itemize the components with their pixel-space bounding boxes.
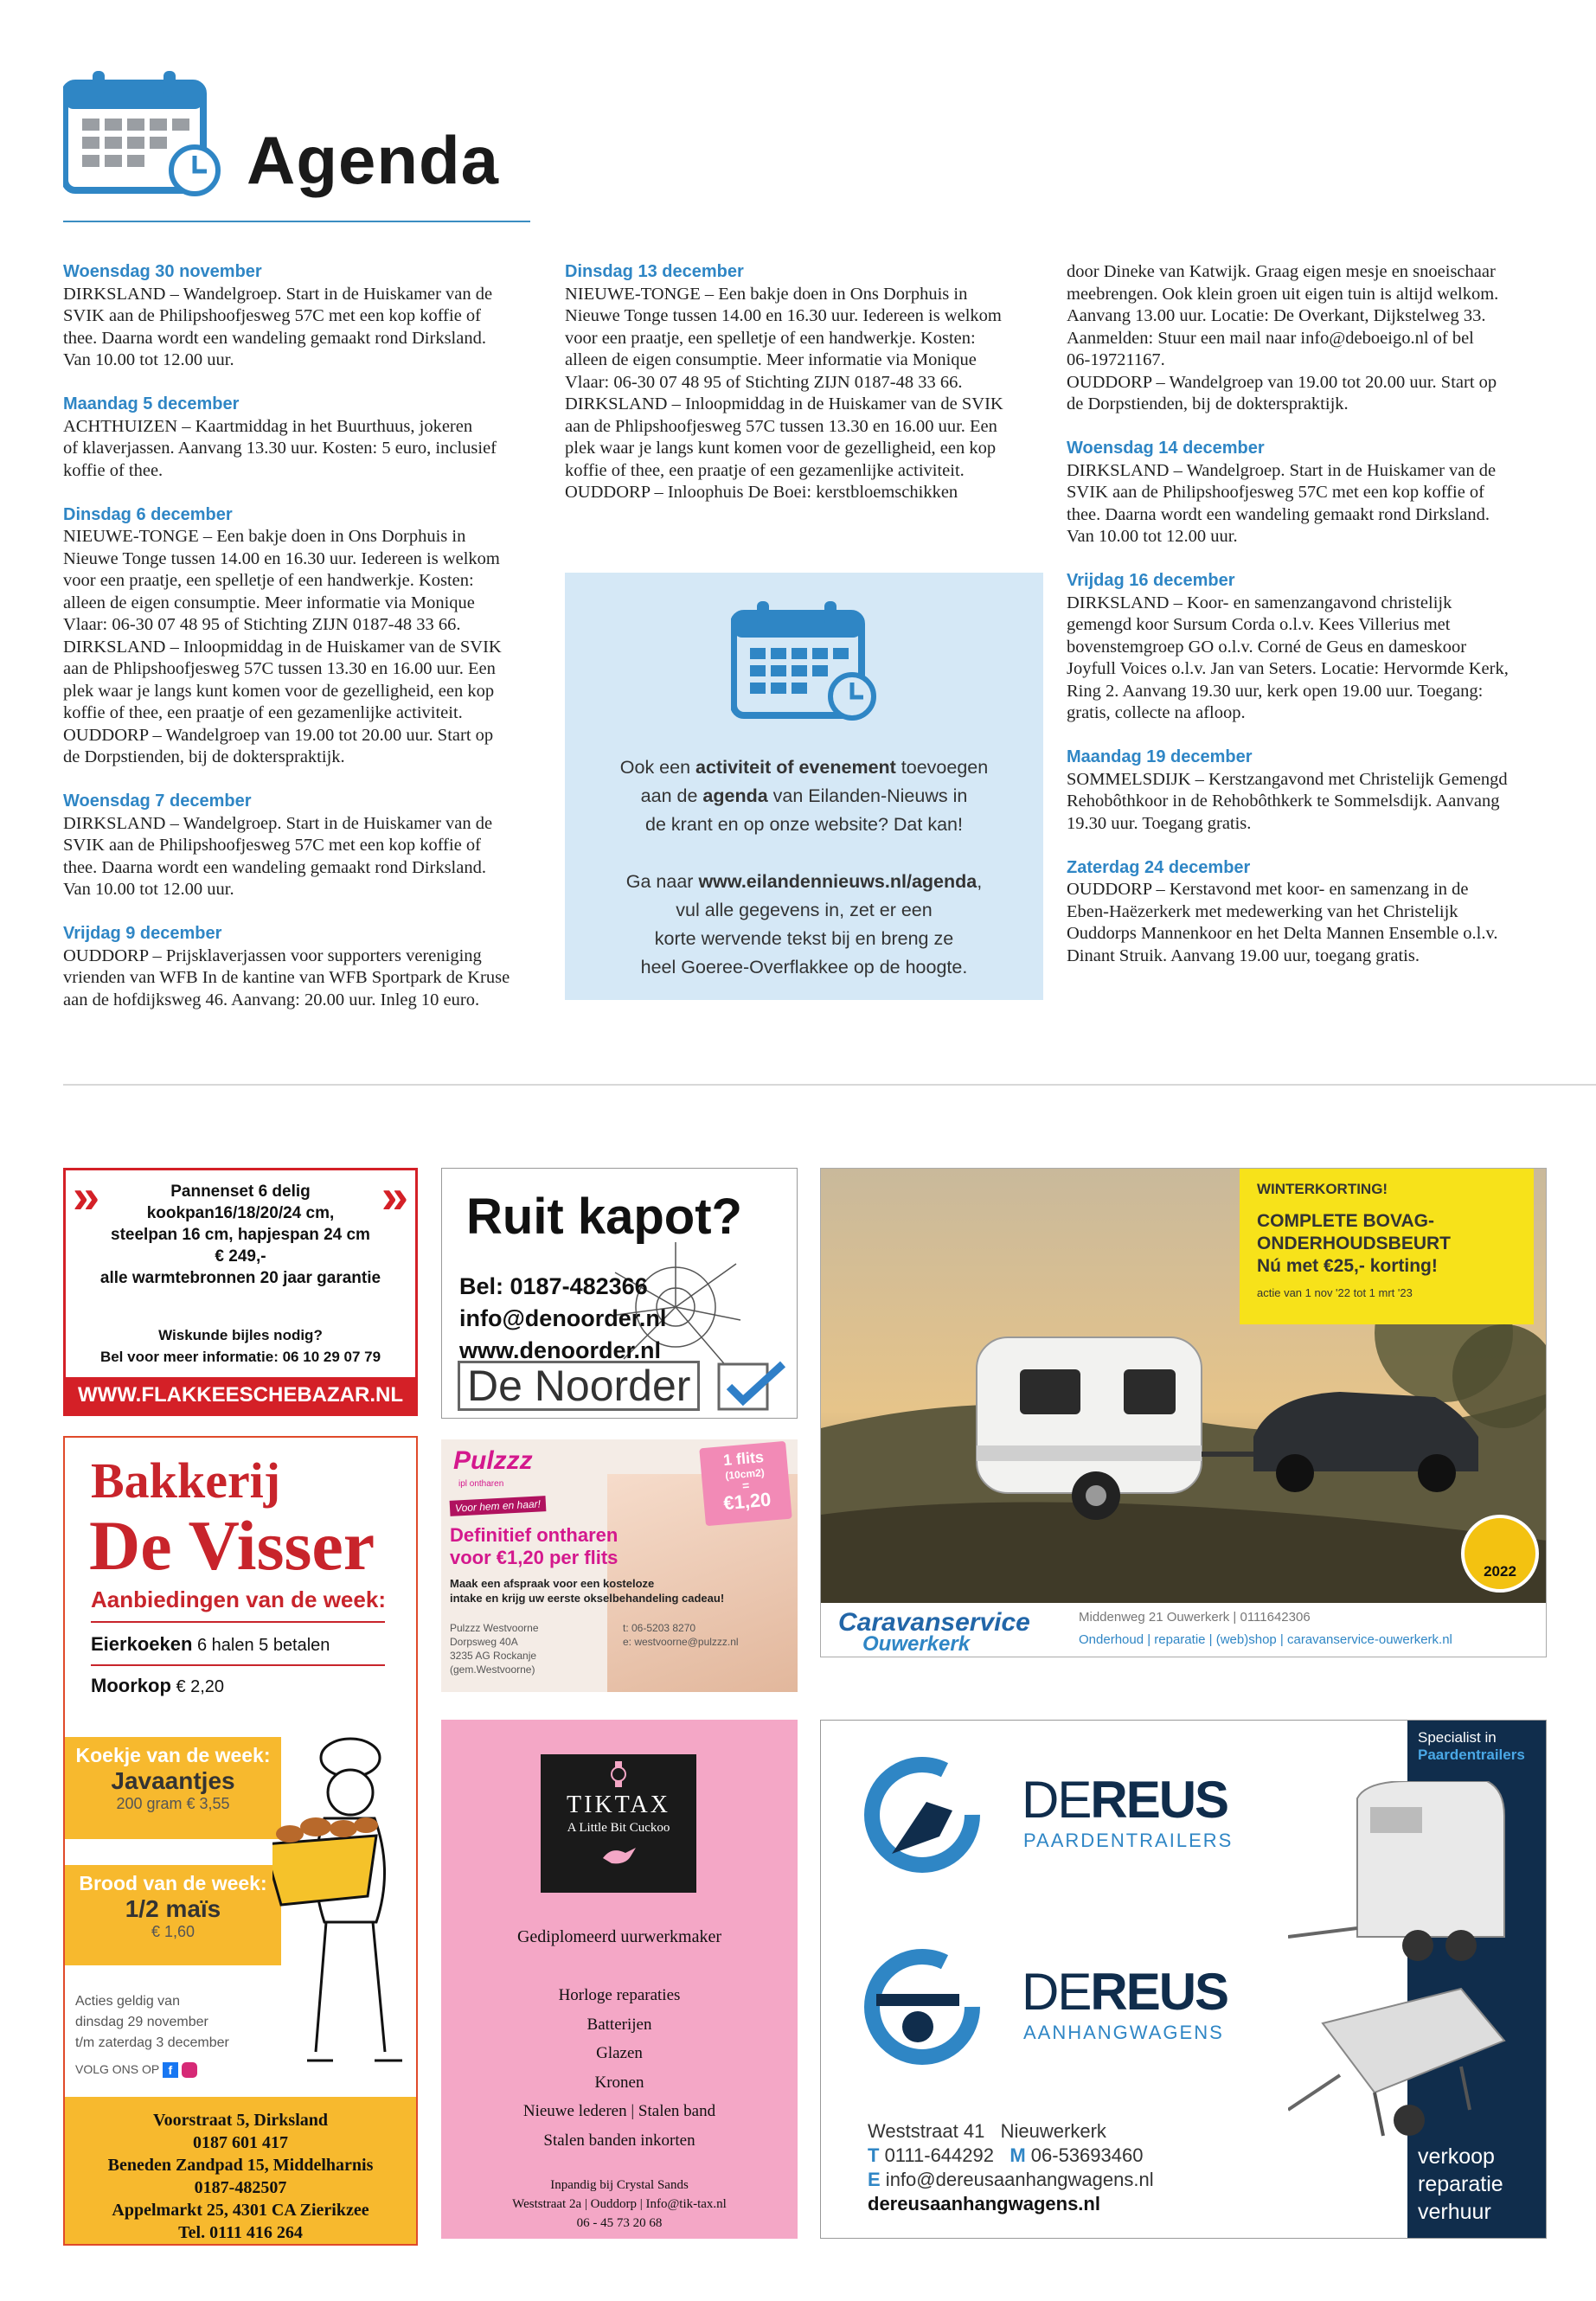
ad-pulzzz[interactable]: Pulzzz ipl ontharen Voor hem en haar! 1 flits (10cm2) = €1,20 Definitief ontharen voor €1,20 per flits Maak een afspraak voor een kosteloze intake en krijg uw eerste okselbehandeling cadeau! Pulzzz Westvoorne Dorpsweg 40A 3235 AG Rockanje (gem.Westvoorne) t: 06-5203 8270 e: westvoorne@pulzzz.nl — [441, 1439, 798, 1692]
agenda-item: Zaterdag 24 december OUDDORP – Kerstavond met koor- en samenzang in de Eben-Haëzerkerk met medewerking van het Christelijk Ouddorps Mannenkoor en het Delta Mannen Ensemble o.l.v. Dinant Struik. Aanvang 19.00 uur, toegang gratis. — [1067, 857, 1498, 965]
agenda-item: Dinsdag 6 december NIEUWE-TONGE – Een bakje doen in Ons Dorphuis in Nieuwe Tonge tussen 14.00 en 16.30 uur. Iedereen is welkom voor een praatje, een spelletje of een handwerkje. Kosten: alleen de eigen consumptie. Meer informatie via Monique Vlaar: 06-30 07 48 95 of Stichting ZIJN 0187-48 33 66. DIRKSLAND – Inloopmiddag in de Huiskamer van de SVIK aan de Phlipshoofjesweg 57C tussen 13.30 en 16.00 uur. Een plek waar je langs kunt komen voor de gezelligheid, een kop koffie of thee, een praatje of een gezamenlijke activiteit. OUDDORP – Wandelgroep van 19.00 tot 20.00 uur. Start op de Dorpstienden, bij de dokterspraktijk. — [63, 504, 502, 766]
offer-item: Eierkoeken 6 halen 5 betalen — [91, 1633, 330, 1655]
agenda-item: Maandag 5 december ACHTHUIZEN – Kaartmiddag in het Buurthuus, jokeren of klaverjassen. Aanvang 13.30 uur. Kosten: 5 euro, inclusief koffie of thee. — [63, 394, 497, 480]
caravan-footer: Caravanservice Ouwerkerk Middenweg 21 Ouwerkerk | 0111642306 Onderhoud | reparatie | (web)shop | caravanservice-ouwerkerk.nl — [821, 1603, 1547, 1657]
agenda-item: door Dineke van Katwijk. Graag eigen mesje en snoeischaar meebrengen. Ook klein groen uit eigen tuin is altijd welkom. Aanvang 13.00 uur. Locatie: De Overkant, Dijkstelweg 33. Aanmelden: Stuur een mail naar info@deboeigo.nl of bel 06-19721167. OUDDORP – Wandelgroep van 19.00 tot 20.00 uur. Start op de Dorpstienden, bij de dokterspraktijk. — [1067, 262, 1499, 413]
checkmark-icon — [717, 1361, 786, 1413]
title-rule — [63, 221, 530, 222]
agenda-link[interactable]: www.eilandennieuws.nl/agenda — [698, 871, 977, 892]
ad-bakkerij-de-visser[interactable]: Bakkerij De Visser Aanbiedingen van de week: Eierkoeken 6 halen 5 betalen Moorkop € 2,20 Koekje van de week: Javaantjes 200 gram € 3,55 Brood van de week: 1/2 maïs € 1,60 Acties geldig van dinsdag 29 november t/m zaterdag 3 december VOLG ONS OP f Voorstraat 5, Dirksland 0187 601 417 Beneden Zandpad 15, Middelharnis 0187-482507 Appelmarkt 25, 4301 CA Zierikzee Tel. 0111 416 264 — [63, 1436, 418, 2246]
bakery-addresses: Voorstraat 5, Dirksland 0187 601 417 Beneden Zandpad 15, Middelharnis 0187-482507 Appelmarkt 25, 4301 CA Zierikzee Tel. 0111 416 264 — [65, 2097, 416, 2246]
winter-discount-badge: WINTERKORTING! COMPLETE BOVAG- ONDERHOUDSBEURT Nú met €25,- korting! actie van 1 nov '22 tot 1 mrt '23 — [1240, 1169, 1534, 1324]
agenda-item: Vrijdag 9 december OUDDORP – Prijsklaverjassen voor supporters vereniging vrienden van WFB In de kantine van WFB Sportpark de Kruse aan de hofdijksweg 46. Aanvang: 20.00 uur. Inleg 10 euro. — [63, 924, 510, 1009]
bird-icon — [599, 1843, 638, 1868]
calendar-icon — [731, 601, 878, 722]
bazar-url[interactable]: WWW.FLAKKEESCHEBAZAR.NL — [66, 1377, 415, 1413]
trailer-photo — [1288, 1781, 1513, 2144]
ad-tiktax[interactable]: TIKTAX A Little Bit Cuckoo Gediplomeerd uurwerkmaker Horloge reparaties Batterijen Glazen Kronen Nieuwe lederen | Stalen band Stalen banden inkorten Inpandig bij Crystal Sands Weststraat 2a | Ouddorp | Info@tik-tax.nl 06 - 45 73 20 68 — [441, 1720, 798, 2239]
horse-trailer-logo-icon — [857, 1750, 987, 1880]
baker-illustration — [272, 1732, 415, 2078]
calendar-icon — [63, 71, 223, 196]
agenda-item: Woensdag 7 december DIRKSLAND – Wandelgroep. Start in de Huiskamer van de SVIK aan de Philipshoofjesweg 57C met een kop koffie of thee. Daarna wordt een wandeling gemaakt rond Dirksland. Van 10.00 tot 12.00 uur. — [63, 792, 493, 899]
dereus-side-panel: Specialist in Paardentrailers verkoop reparatie verhuur — [1407, 1721, 1547, 2239]
ad-de-reus[interactable]: DEREUS PAARDENTRAILERS DEREUS AANHANGWAGENS Weststraat 41 Nieuwerkerk T 0111-644292 M 06-53693460 E info@dereusaanhangwagens.nl dereusaanhangwagens.nl Specialist in Paardentrailers verkoop reparatie verhuur — [820, 1720, 1547, 2239]
bovag-seal: 2022 — [1461, 1515, 1539, 1593]
price-badge: 1 flits (10cm2) = €1,20 — [699, 1441, 792, 1526]
submit-event-promo — [565, 573, 1043, 1000]
tiktax-logo: TIKTAX A Little Bit Cuckoo — [541, 1754, 696, 1893]
ad-caravanservice[interactable] — [820, 1168, 1547, 1657]
ad-de-noorder[interactable]: Ruit kapot? Bel: 0187-482366 info@denoorder.nl www.denoorder.nl De Noorder — [441, 1168, 798, 1419]
ad-flakkeesche-bazar[interactable]: » » Pannenset 6 delig kookpan16/18/20/24 cm, steelpan 16 cm, hapjespan 24 cm € 249,- alle warmtebronnen 20 jaar garantie Wiskunde bijles nodig? Bel voor meer informatie: 06 10 29 07 79 WWW.FLAKKEESCHEBAZAR.NL — [63, 1168, 418, 1416]
chevron-right-icon: » — [381, 1169, 408, 1223]
agenda-item: Dinsdag 13 december NIEUWE-TONGE – Een bakje doen in Ons Dorphuis in Nieuwe Tonge tussen 14.00 en 16.30 uur. Iedereen is welkom voor een praatje, een spelletje of een handwerkje. Kosten: alleen de eigen consumptie. Meer informatie via Monique Vlaar: 06-30 07 48 95 of Stichting ZIJN 0187-48 33 66. DIRKSLAND – Inloopmiddag in de Huiskamer van de SVIK aan de Phlipshoofjesweg 57C tussen 13.30 en 16.00 uur. Een plek waar je langs kunt komen voor de gezelligheid, een kop koffie of thee, een praatje of een gezamenlijke activiteit. OUDDORP – Inloophuis De Boei: kerstbloemschikken — [565, 262, 1003, 502]
agenda-column-2 — [565, 261, 1058, 526]
agenda-column-3 — [1067, 261, 1590, 990]
watch-icon — [606, 1761, 631, 1787]
cookie-of-week: Koekje van de week: Javaantjes 200 gram € 3,55 — [65, 1737, 281, 1839]
agenda-item: Woensdag 14 december DIRKSLAND – Wandelgroep. Start in de Huiskamer van de SVIK aan de Philipshoofjesweg 57C met een kop koffie of thee. Daarna wordt een wandeling gemaakt rond Dirksland. Van 10.00 tot 12.00 uur. — [1067, 439, 1497, 546]
page-title: Agenda — [247, 122, 500, 198]
agenda-item: Maandag 19 december SOMMELSDIJK – Kerstzangavond met Christelijk Gemengd Rehobôthkoor in de Rehobôthkerk te Sommelsdijk. Aanvang 19.30 uur. Toegang gratis. — [1067, 747, 1508, 833]
caravan-website[interactable]: Onderhoud | reparatie | (web)shop | caravanservice-ouwerkerk.nl — [1079, 1632, 1452, 1647]
agenda-item: Vrijdag 16 december DIRKSLAND – Koor- en samenzangavond christelijk gemengd koor Sursum Corda o.l.v. Kees Villerius met bovenstemgroep GO o.l.v. Corné de Geus en dameskoor Joyfull Voices o.l.v. Jan van Seters. Locatie: Hervormde Kerk, Ring 2. Aanvang 19.30 uur, kerk open 19.00 uur. Toegang: gratis, collecte na afloop. — [1067, 571, 1509, 722]
promo-text-2: Ga naar www.eilandennieuws.nl/agenda, vul alle gegevens in, zet er een korte wervende tekst bij en breng ze heel Goeree-Overflakkee op de hoogte. — [625, 871, 983, 977]
instagram-icon[interactable] — [182, 2062, 197, 2078]
facebook-icon[interactable]: f — [163, 2062, 178, 2078]
bread-of-week: Brood van de week: 1/2 maïs € 1,60 — [65, 1865, 281, 1965]
chevron-right-icon: » — [73, 1169, 100, 1223]
offer-item: Moorkop € 2,20 — [91, 1675, 225, 1696]
dereus-email[interactable]: info@dereusaanhangwagens.nl — [880, 2169, 1154, 2190]
trailer-logo-icon — [857, 1942, 987, 2072]
agenda-item: Woensdag 30 november DIRKSLAND – Wandelgroep. Start in de Huiskamer van de SVIK aan de Philipshoofjesweg 57C met een kop koffie of thee. Daarna wordt een wandeling gemaakt rond Dirksland. Van 10.00 tot 12.00 uur. — [63, 262, 493, 369]
section-divider — [63, 1084, 1596, 1086]
promo-text-1: Ook een activiteit of evenement toevoegen aan de agenda van Eilanden-Nieuws in de krant en op onze website? Dat kan! — [619, 757, 989, 835]
agenda-column-1 — [63, 261, 556, 1034]
dereus-website[interactable]: dereusaanhangwagens.nl — [868, 2193, 1100, 2214]
